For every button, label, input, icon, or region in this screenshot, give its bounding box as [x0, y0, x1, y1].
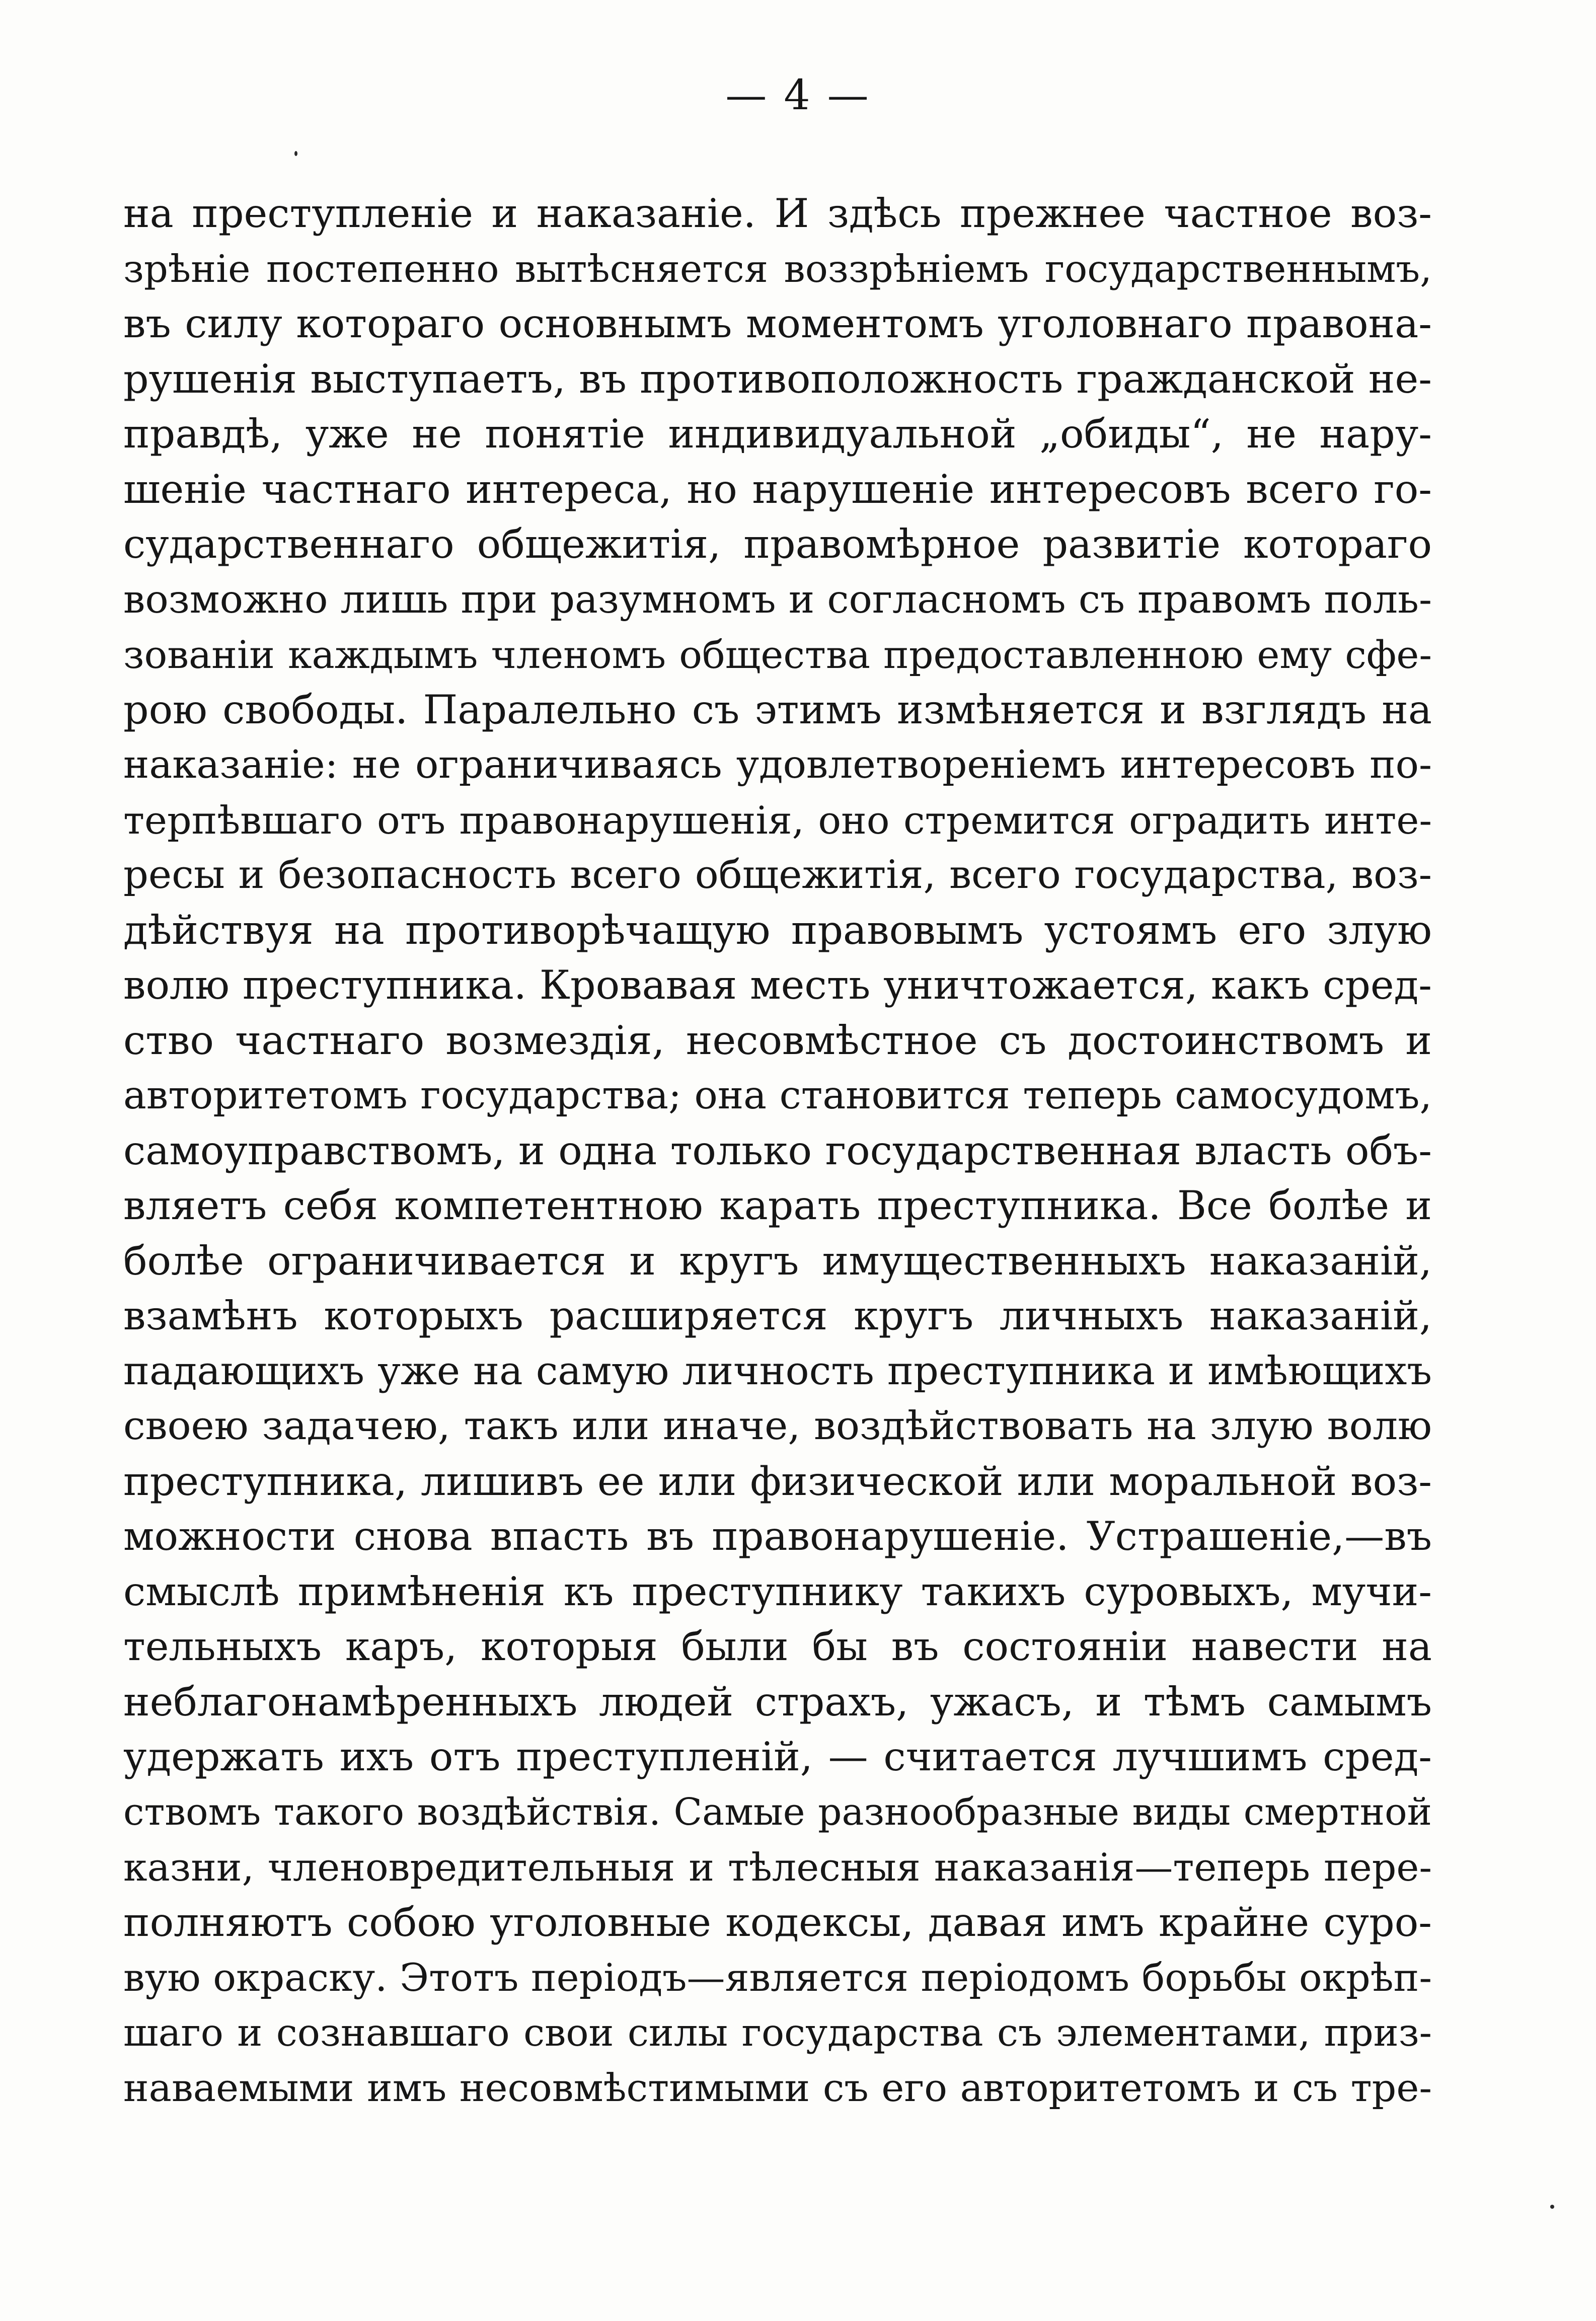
text-line: шаго и сознавшаго свои силы государства съ элементами, приз- — [123, 2010, 1432, 2055]
text-line: ресы и безопасность всего общежитія, всего государства, воз- — [123, 852, 1432, 897]
text-line: взамѣнъ которыхъ расширяется кругъ личныхъ наказаній, — [123, 1293, 1432, 1339]
text-line: зрѣніе постепенно вытѣсняется воззрѣніемъ государственнымъ, — [123, 246, 1432, 291]
text-line: удержать ихъ отъ преступленій, — считается лучшимъ сред- — [123, 1734, 1432, 1780]
text-line: авторитетомъ государства; она становится теперь самосудомъ, — [123, 1073, 1432, 1118]
text-line: смыслѣ примѣненія къ преступнику такихъ суровыхъ, мучи- — [123, 1568, 1432, 1615]
text-line: правдѣ, уже не понятіе индивидуальной „обиды“, не нару- — [123, 411, 1432, 457]
text-line: волю преступника. Кровавая месть уничтожается, какъ сред- — [123, 962, 1432, 1008]
text-line: наказаніе: не ограничиваясь удовлетвореніемъ интересовъ по- — [123, 742, 1432, 787]
text-line: зованіи каждымъ членомъ общества предоставленною ему сфе- — [123, 632, 1432, 677]
text-line: казни, членовредительныя и тѣлесныя наказанія—теперь пере- — [123, 1845, 1432, 1890]
text-line: неблагонамѣренныхъ людей страхъ, ужасъ, и тѣмъ самымъ — [123, 1678, 1432, 1725]
text-line: вляетъ себя компетентною карать преступника. Все болѣе и — [123, 1182, 1432, 1229]
print-speck — [1550, 2205, 1554, 2209]
text-line: падающихъ уже на самую личность преступника и имѣющихъ — [123, 1348, 1432, 1394]
text-line: тельныхъ каръ, которыя были бы въ состояніи навести на — [123, 1623, 1432, 1670]
text-line: рушенія выступаетъ, въ противоположность гражданской не- — [123, 355, 1432, 402]
text-line: вую окраску. Этотъ періодъ—является періодомъ борьбы окрѣп- — [123, 1955, 1432, 2000]
print-speck — [294, 151, 297, 156]
text-line: ство частнаго возмездія, несовмѣстное съ достоинствомъ и — [123, 1017, 1432, 1064]
page-number: — 4 — — [725, 71, 871, 119]
text-line: самоуправствомъ, и одна только государственная власть объ- — [123, 1127, 1432, 1174]
text-line: полняютъ собою уголовные кодексы, давая имъ крайне суро- — [123, 1899, 1432, 1945]
text-line: наваемыми имъ несовмѣстимыми съ его авторитетомъ и съ тре- — [123, 2065, 1432, 2110]
text-line: на преступленіе и наказаніе. И здѣсь прежнее частное воз- — [123, 190, 1432, 237]
text-line: ствомъ такого воздѣйствія. Самые разнообразные виды смертной — [123, 1790, 1432, 1834]
text-line: шеніе частнаго интереса, но нарушеніе интересовъ всего го- — [123, 466, 1432, 512]
text-line: рою свободы. Паралельно съ этимъ измѣняется и взглядъ на — [123, 686, 1432, 733]
text-line: преступника, лишивъ ее или физической или моральной воз- — [123, 1458, 1432, 1505]
text-line: терпѣвшаго отъ правонарушенія, оно стремится оградить инте- — [123, 797, 1432, 843]
text-line: своею задачею, такъ или иначе, воздѣйствовать на злую волю — [123, 1403, 1432, 1449]
body-text — [123, 186, 1432, 2116]
text-line: въ силу котораго основнымъ моментомъ уголовнаго правона- — [123, 301, 1432, 347]
text-line: болѣе ограничивается и кругъ имущественныхъ наказаній, — [123, 1237, 1432, 1284]
text-line: возможно лишь при разумномъ и согласномъ съ правомъ поль- — [123, 577, 1432, 622]
text-line: можности снова впасть въ правонарушеніе. Устрашеніе,—въ — [123, 1513, 1432, 1559]
text-line: дѣйствуя на противорѣчащую правовымъ устоямъ его злую — [123, 907, 1432, 953]
text-line: сударственнаго общежитія, правомѣрное развитіе котораго — [123, 521, 1432, 567]
